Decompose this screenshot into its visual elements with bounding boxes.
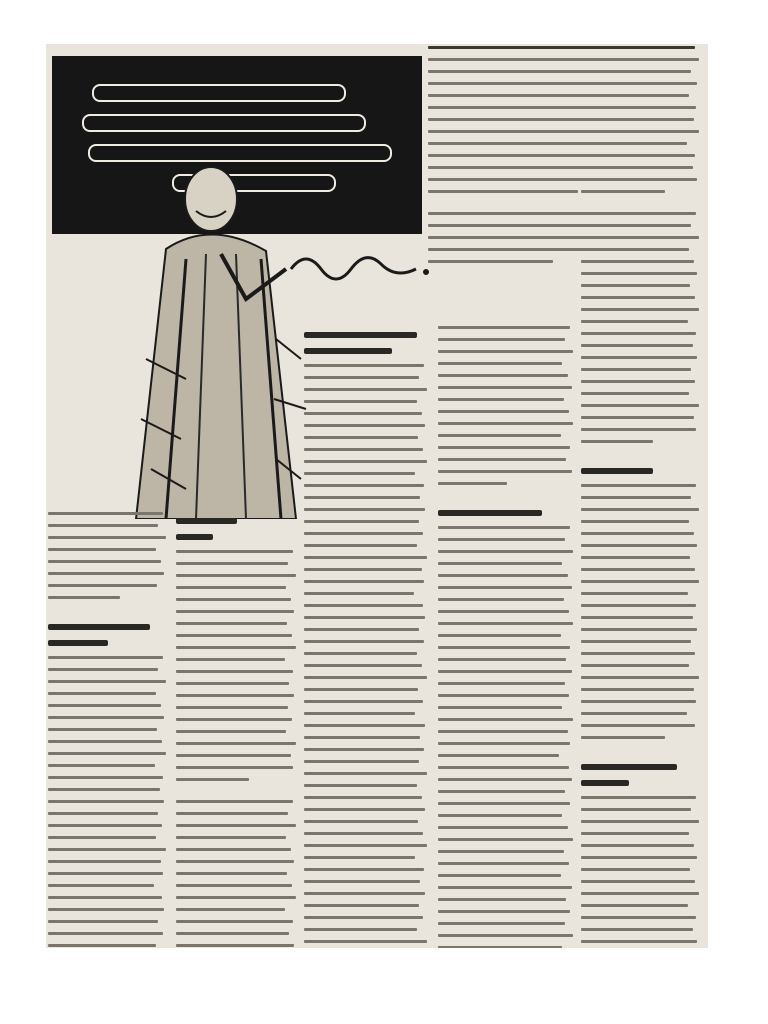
author-signature	[286, 244, 436, 284]
text-column-left-center	[176, 512, 298, 948]
text-column-far-right	[581, 46, 701, 948]
text-column-middle	[304, 326, 429, 948]
text-column-left	[48, 512, 168, 948]
text-column-center-right	[438, 326, 576, 948]
newspaper-page	[46, 44, 708, 948]
